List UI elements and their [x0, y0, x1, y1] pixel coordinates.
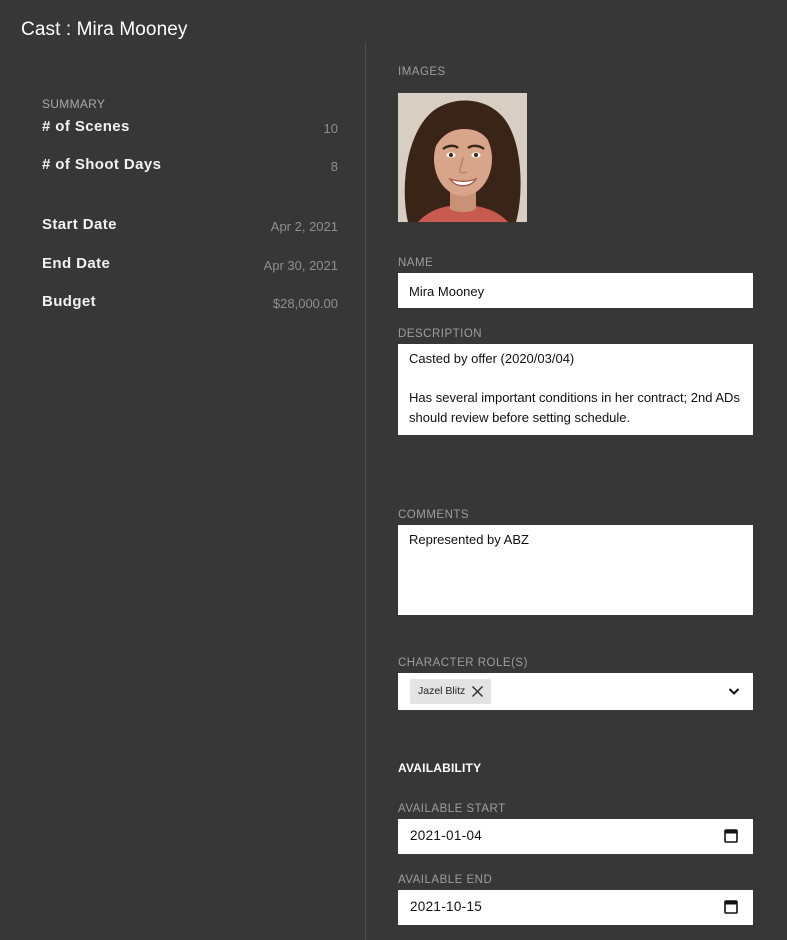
- description-field[interactable]: [398, 344, 753, 435]
- available-start-label: AVAILABLE START: [398, 803, 506, 815]
- summary-row-budget: [42, 293, 338, 315]
- summary-row-scenes: [42, 118, 338, 140]
- cast-photo[interactable]: [398, 93, 527, 222]
- page-title: Cast : Mira Mooney: [21, 19, 188, 40]
- summary-label: # of Scenes: [42, 118, 130, 135]
- summary-label: # of Shoot Days: [42, 156, 162, 173]
- role-tag-label: Jazel Blitz: [418, 685, 466, 697]
- available-end-label: AVAILABLE END: [398, 874, 493, 886]
- calendar-icon[interactable]: [724, 828, 738, 843]
- summary-row-start-date: [42, 216, 338, 238]
- calendar-icon[interactable]: [724, 899, 738, 914]
- summary-value: Apr 30, 2021: [263, 258, 338, 273]
- summary-row-end-date: [42, 255, 338, 277]
- name-label: NAME: [398, 257, 434, 269]
- roles-select[interactable]: [398, 673, 753, 710]
- portrait-image: [398, 93, 527, 222]
- available-end-field[interactable]: [398, 890, 753, 925]
- name-value: Mira Mooney: [409, 284, 485, 299]
- summary-value: Apr 2, 2021: [270, 219, 338, 234]
- available-start-value: 2021-01-04: [410, 828, 483, 843]
- summary-value: $28,000.00: [272, 296, 338, 311]
- panel-divider: [365, 42, 366, 940]
- close-icon[interactable]: [471, 685, 484, 698]
- summary-value: 10: [323, 121, 338, 136]
- comments-label: COMMENTS: [398, 509, 470, 521]
- summary-heading: SUMMARY: [42, 97, 106, 111]
- roles-label: CHARACTER ROLE(S): [398, 657, 528, 669]
- available-start-field[interactable]: [398, 819, 753, 854]
- summary-label: Start Date: [42, 216, 117, 233]
- summary-label: Budget: [42, 293, 97, 310]
- summary-value: 8: [330, 159, 338, 174]
- role-tag: [410, 679, 491, 704]
- summary-label: End Date: [42, 255, 111, 272]
- available-end-value: 2021-10-15: [410, 899, 483, 914]
- description-label: DESCRIPTION: [398, 328, 483, 340]
- summary-row-shoot-days: [42, 156, 338, 178]
- name-field[interactable]: [398, 273, 753, 308]
- description-value: Casted by offer (2020/03/04) Has several important conditions in her contract; 2nd ADs should review before setting schedule.: [409, 351, 740, 425]
- availability-heading: AVAILABILITY: [398, 761, 482, 775]
- comments-field[interactable]: [398, 525, 753, 615]
- images-label: IMAGES: [398, 66, 446, 78]
- chevron-down-icon[interactable]: [728, 685, 740, 697]
- comments-value: Represented by ABZ: [409, 532, 529, 547]
